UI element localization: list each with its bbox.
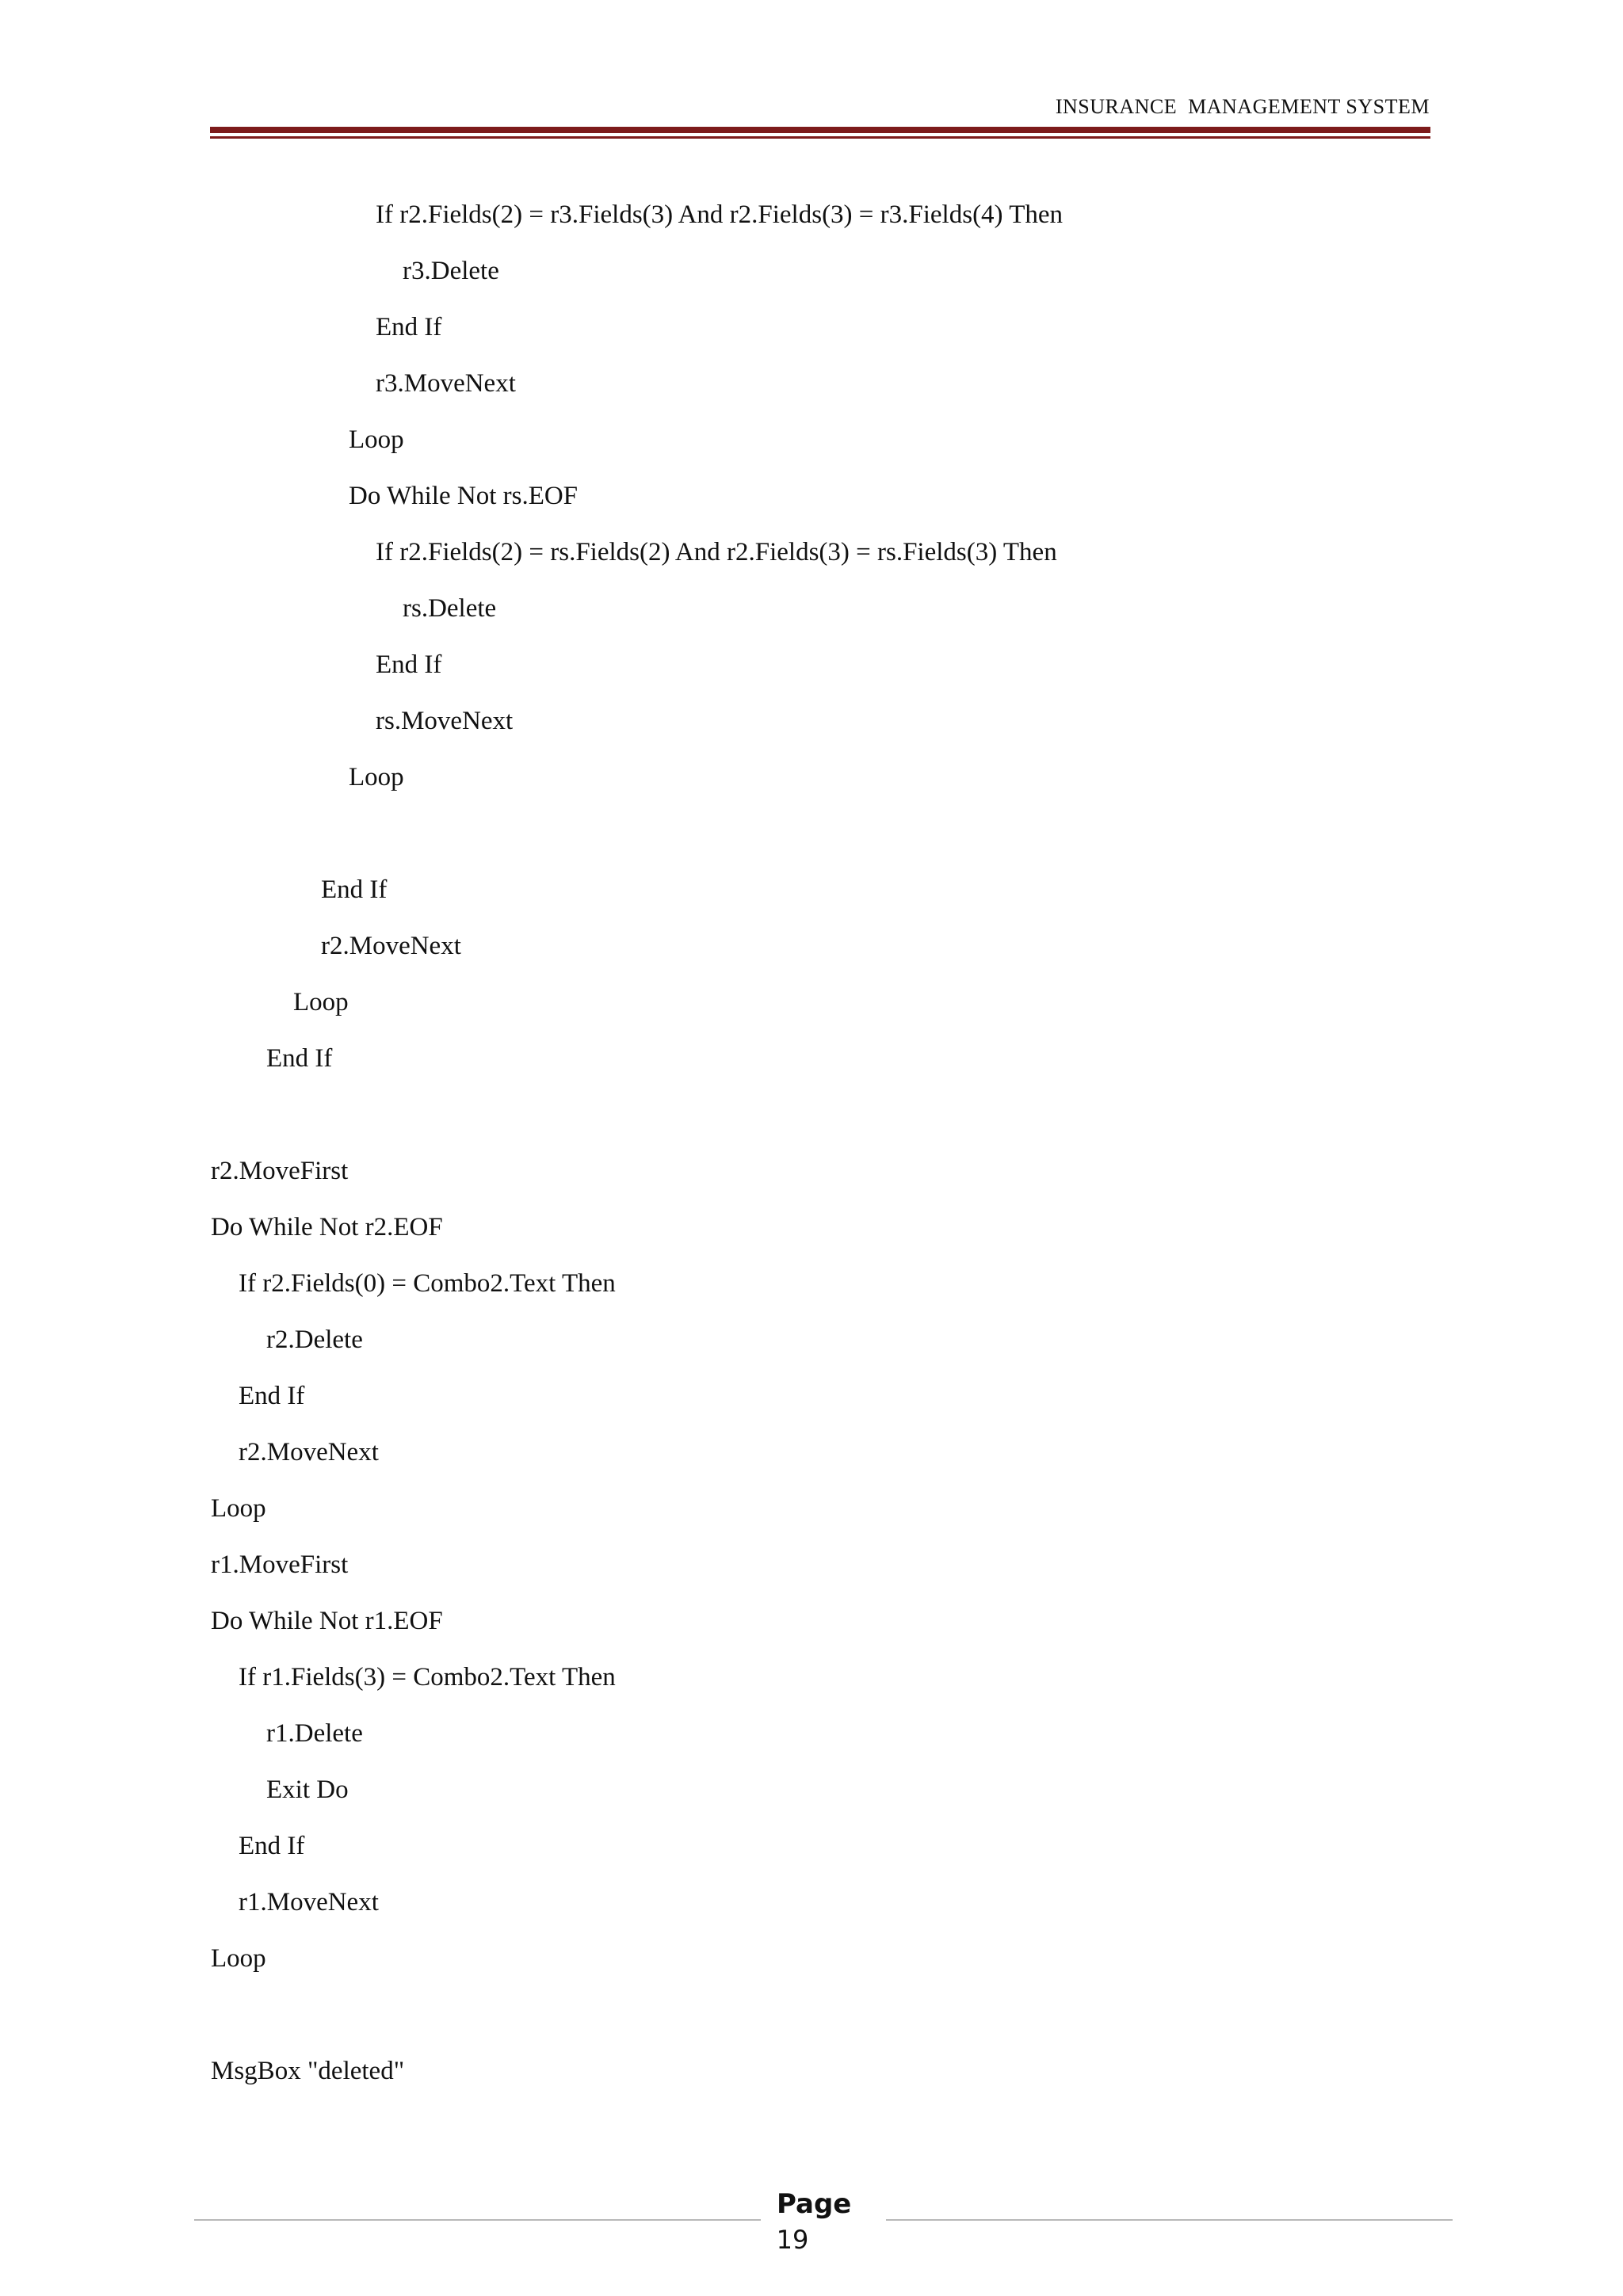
code-line-12: End If [321, 875, 388, 904]
code-line-29: r1.MoveNext [239, 1888, 379, 1917]
code-line-2: r3.Delete [403, 257, 499, 285]
footer-rule-right [886, 2219, 1453, 2221]
code-line-3: End If [376, 313, 442, 341]
footer-page-label: Page [777, 2188, 852, 2220]
code-line-21: r2.MoveNext [239, 1438, 379, 1466]
code-line-30: Loop [211, 1944, 266, 1973]
code-line-16: r2.MoveFirst [211, 1157, 349, 1185]
code-line-23: r1.MoveFirst [211, 1550, 349, 1579]
code-line-26: r1.Delete [266, 1719, 363, 1748]
code-line-22: Loop [211, 1494, 266, 1523]
code-line-19: r2.Delete [266, 1325, 363, 1354]
code-line-1: If r2.Fields(2) = r3.Fields(3) And r2.Fields(3) = r3.Fields(4) Then [376, 200, 1064, 229]
code-line-10: rs.MoveNext [376, 707, 514, 735]
code-line-5: Loop [349, 425, 404, 454]
code-line-17: Do While Not r2.EOF [211, 1213, 443, 1241]
code-line-27: Exit Do [266, 1775, 349, 1804]
code-line-25: If r1.Fields(3) = Combo2.Text Then [239, 1663, 616, 1691]
code-line-20: End If [239, 1382, 305, 1410]
code-line-7: If r2.Fields(2) = rs.Fields(2) And r2.Fields(3) = rs.Fields(3) Then [376, 538, 1057, 566]
code-line-14: Loop [293, 988, 349, 1016]
code-line-6: Do While Not rs.EOF [349, 482, 579, 510]
header-rule [210, 127, 1430, 133]
code-line-9: End If [376, 650, 442, 679]
footer-rule-left [194, 2219, 761, 2221]
code-line-18: If r2.Fields(0) = Combo2.Text Then [239, 1269, 616, 1298]
code-line-8: rs.Delete [403, 594, 497, 623]
code-line-11: Loop [349, 763, 404, 791]
code-line-24: Do While Not r1.EOF [211, 1607, 443, 1635]
code-line-13: r2.MoveNext [321, 932, 461, 960]
code-line-15: End If [266, 1044, 333, 1073]
code-line-31: MsgBox "deleted" [211, 2057, 405, 2085]
code-line-28: End If [239, 1832, 305, 1860]
footer-page-number: 19 [776, 2225, 809, 2255]
code-line-4: r3.MoveNext [376, 369, 516, 398]
header-rule-thin [210, 136, 1430, 139]
header-title: INSURANCE MANAGEMENT SYSTEM [1055, 95, 1430, 118]
